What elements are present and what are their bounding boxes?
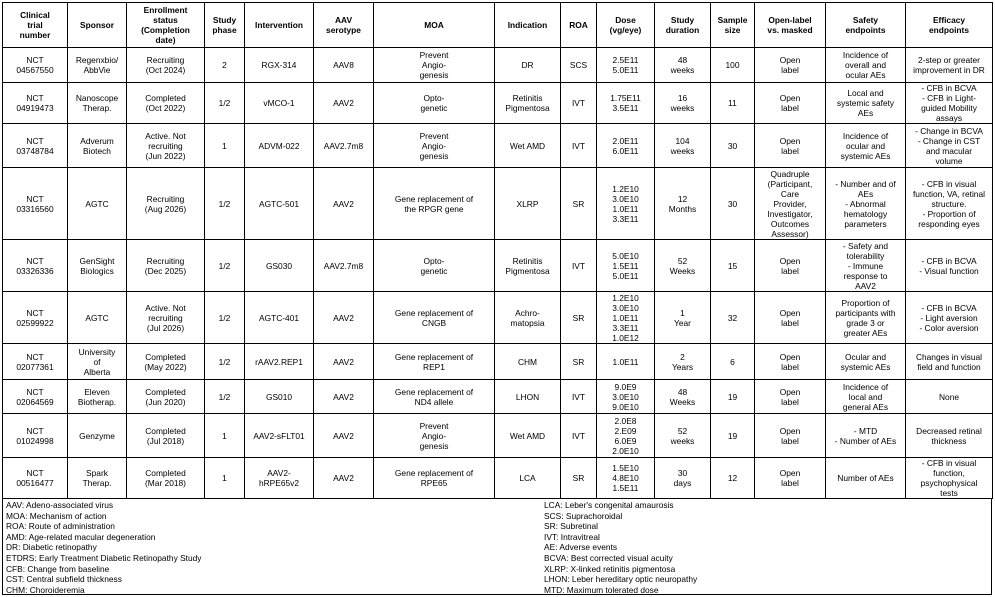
table-cell: Gene replacement of ND4 allele	[374, 380, 495, 414]
table-cell: Changes in visual field and function	[906, 344, 993, 380]
table-cell: Regenxbio/ AbbVie	[68, 48, 127, 83]
table-cell: 52 Weeks	[655, 240, 711, 292]
table-cell: 2	[205, 48, 245, 83]
table-cell: CHM	[495, 344, 561, 380]
table-cell: XLRP	[495, 168, 561, 240]
table-cell: NCT 02599922	[3, 292, 68, 344]
abbreviation-item: CST: Central subfield thickness	[6, 574, 122, 585]
table-cell: 2-step or greater improvement in DR	[906, 48, 993, 83]
table-cell: 2 Years	[655, 344, 711, 380]
column-header: Study duration	[655, 3, 711, 48]
table-cell: 15	[711, 240, 755, 292]
table-cell: Open label	[755, 124, 826, 168]
table-cell: Completed (Jul 2018)	[127, 414, 205, 458]
table-cell: Recruiting (Aug 2026)	[127, 168, 205, 240]
table-cell: AAV2.7m8	[314, 240, 374, 292]
abbreviation-item: LCA: Leber's congenital amaurosis	[544, 500, 674, 510]
table-cell: 32	[711, 292, 755, 344]
table-cell: - CFB in BCVA - Light aversion - Color aversion	[906, 292, 993, 344]
table-cell: Active. Not recruiting (Jul 2026)	[127, 292, 205, 344]
abbreviation-item: ETDRS: Early Treatment Diabetic Retinopathy Study	[6, 552, 202, 563]
table-cell: 30	[711, 124, 755, 168]
column-header: MOA	[374, 3, 495, 48]
table-cell: 1.75E11 3.5E11	[597, 83, 655, 124]
table-row	[3, 124, 993, 168]
table-cell: IVT	[561, 380, 597, 414]
column-header: Open-label vs. masked	[755, 3, 826, 48]
table-cell: SR	[561, 168, 597, 240]
table-cell: AAV2	[314, 458, 374, 499]
table-cell: Achro- matopsia	[495, 292, 561, 344]
table-cell: NCT 03326336	[3, 240, 68, 292]
table-cell: Completed (May 2022)	[127, 344, 205, 380]
table-cell: SR	[561, 458, 597, 499]
table-cell: - CFB in visual function, VA, retinal structure. - Proportion of responding eyes	[906, 168, 993, 240]
table-cell: Genzyme	[68, 414, 127, 458]
table-cell: Wet AMD	[495, 414, 561, 458]
table-cell: 52 weeks	[655, 414, 711, 458]
table-cell: Eleven Biotherap.	[68, 380, 127, 414]
table-cell: AAV2	[314, 292, 374, 344]
table-cell: SCS	[561, 48, 597, 83]
table-cell: Open label	[755, 83, 826, 124]
table-cell: AAV2	[314, 380, 374, 414]
abbreviation-item: SR: Subretinal	[544, 521, 598, 532]
table-cell: Open label	[755, 344, 826, 380]
table-cell: AAV2	[314, 168, 374, 240]
table-cell: 1/2	[205, 344, 245, 380]
table-cell: Prevent Angio- genesis	[374, 124, 495, 168]
table-cell: Nanoscope Therap.	[68, 83, 127, 124]
table-cell: NCT 01024998	[3, 414, 68, 458]
table-cell: Prevent Angio- genesis	[374, 414, 495, 458]
table-row	[3, 380, 993, 414]
table-cell: Completed (Jun 2020)	[127, 380, 205, 414]
table-cell: Number of AEs	[826, 458, 906, 499]
table-cell: - Safety and tolerability - Immune response to AAV2	[826, 240, 906, 292]
table-cell: AAV2- hRPE65v2	[245, 458, 314, 499]
abbreviation-item: BCVA: Best corrected visual acuity	[544, 552, 673, 563]
abbreviation-item: AMD: Age-related macular degeneration	[6, 531, 156, 542]
table-cell: SR	[561, 344, 597, 380]
table-cell: LHON	[495, 380, 561, 414]
table-cell: Prevent Angio- genesis	[374, 48, 495, 83]
table-cell: Open label	[755, 48, 826, 83]
table-cell: 1/2	[205, 168, 245, 240]
table-cell: AAV2	[314, 83, 374, 124]
table-cell: rAAV2.REP1	[245, 344, 314, 380]
column-header: ROA	[561, 3, 597, 48]
column-header: Dose (vg/eye)	[597, 3, 655, 48]
table-cell: Quadruple (Participant, Care Provider, Investigator, Outcomes Assessor)	[755, 168, 826, 240]
table-cell: 30	[711, 168, 755, 240]
column-header: Efficacy endpoints	[906, 3, 993, 48]
column-header: Sample size	[711, 3, 755, 48]
table-cell: Retinitis Pigmentosa	[495, 240, 561, 292]
table-cell: AGTC	[68, 292, 127, 344]
table-cell: ADVM-022	[245, 124, 314, 168]
table-cell: 11	[711, 83, 755, 124]
table-cell: Local and systemic safety AEs	[826, 83, 906, 124]
table-cell: Open label	[755, 458, 826, 499]
table-cell: - Change in BCVA - Change in CST and macular volume	[906, 124, 993, 168]
column-header: Enrollment status (Completion date)	[127, 3, 205, 48]
column-header: AAV serotype	[314, 3, 374, 48]
table-cell: 2.5E11 5.0E11	[597, 48, 655, 83]
abbreviation-item: LHON: Leber hereditary optic neuropathy	[544, 574, 698, 585]
table-cell: Gene replacement of the RPGR gene	[374, 168, 495, 240]
table-cell: GS010	[245, 380, 314, 414]
table-cell: SR	[561, 292, 597, 344]
table-row	[3, 240, 993, 292]
table-cell: - CFB in visual function, psychophysical tests	[906, 458, 993, 499]
table-cell: Gene replacement of RPE65	[374, 458, 495, 499]
table-cell: NCT 02064569	[3, 380, 68, 414]
table-cell: 1.5E10 4.8E10 1.5E11	[597, 458, 655, 499]
table-cell: 1/2	[205, 240, 245, 292]
table-cell: Retinitis Pigmentosa	[495, 83, 561, 124]
table-cell: Open label	[755, 292, 826, 344]
table-cell: AGTC-401	[245, 292, 314, 344]
table-cell: Active. Not recruiting (Jun 2022)	[127, 124, 205, 168]
table-cell: Spark Therap.	[68, 458, 127, 499]
table-cell: Incidence of ocular and systemic AEs	[826, 124, 906, 168]
table-cell: NCT 03748784	[3, 124, 68, 168]
table-cell: Ocular and systemic AEs	[826, 344, 906, 380]
table-cell: IVT	[561, 83, 597, 124]
table-row	[3, 83, 993, 124]
table-cell: NCT 00516477	[3, 458, 68, 499]
table-cell: AGTC-501	[245, 168, 314, 240]
table-cell: 30 days	[655, 458, 711, 499]
table-cell: 1.2E10 3.0E10 1.0E11 3.3E11	[597, 168, 655, 240]
column-header: Sponsor	[68, 3, 127, 48]
table-cell: 5.0E10 1.5E11 5.0E11	[597, 240, 655, 292]
table-cell: 1	[205, 414, 245, 458]
table-cell: Opto- genetic	[374, 240, 495, 292]
table-cell: - CFB in BCVA - Visual function	[906, 240, 993, 292]
table-cell: GenSight Biologics	[68, 240, 127, 292]
table-cell: - Number and of AEs - Abnormal hematology parameters	[826, 168, 906, 240]
column-header: Clinical trial number	[3, 3, 68, 48]
abbreviation-item: IVT: Intravitreal	[544, 531, 600, 542]
table-cell: 1/2	[205, 83, 245, 124]
table-cell: Completed (Mar 2018)	[127, 458, 205, 499]
table-cell: IVT	[561, 240, 597, 292]
clinical-trials-table	[2, 2, 993, 499]
table-cell: 12	[711, 458, 755, 499]
table-cell: 1 Year	[655, 292, 711, 344]
table-cell: Gene replacement of CNGB	[374, 292, 495, 344]
abbreviation-item: DR: Diabetic retinopathy	[6, 542, 97, 553]
table-cell: AAV2	[314, 344, 374, 380]
table-row	[3, 414, 993, 458]
table-cell: AAV2	[314, 414, 374, 458]
table-cell: 2.0E11 6.0E11	[597, 124, 655, 168]
table-cell: Open label	[755, 240, 826, 292]
table-cell: Recruiting (Dec 2025)	[127, 240, 205, 292]
document	[2, 2, 992, 595]
table-cell: vMCO-1	[245, 83, 314, 124]
abbreviation-item: AAV: Adeno-associated virus	[6, 500, 114, 510]
table-cell: AGTC	[68, 168, 127, 240]
table-body	[3, 48, 993, 499]
table-cell: Wet AMD	[495, 124, 561, 168]
table-cell: Gene replacement of REP1	[374, 344, 495, 380]
table-cell: 1.2E10 3.0E10 1.0E11 3.3E11 1.0E12	[597, 292, 655, 344]
table-cell: NCT 04567550	[3, 48, 68, 83]
table-row	[3, 168, 993, 240]
table-cell: AAV2-sFLT01	[245, 414, 314, 458]
table-cell: 48 Weeks	[655, 380, 711, 414]
table-cell: LCA	[495, 458, 561, 499]
table-cell: RGX-314	[245, 48, 314, 83]
table-cell: IVT	[561, 124, 597, 168]
table-cell: 19	[711, 380, 755, 414]
table-cell: Adverum Biotech	[68, 124, 127, 168]
table-cell: 1	[205, 124, 245, 168]
abbreviation-item: MTD: Maximum tolerated dose	[544, 584, 659, 595]
table-cell: - MTD - Number of AEs	[826, 414, 906, 458]
abbreviation-item: MOA: Mechanism of action	[6, 510, 107, 521]
table-cell: 12 Months	[655, 168, 711, 240]
table-cell: 1	[205, 458, 245, 499]
table-cell: Recruiting (Oct 2024)	[127, 48, 205, 83]
table-cell: DR	[495, 48, 561, 83]
abbreviation-item: SCS: Suprachoroidal	[544, 510, 623, 521]
table-cell: Completed (Oct 2022)	[127, 83, 205, 124]
abbreviation-item: ROA: Route of administration	[6, 521, 115, 532]
table-cell: 9.0E9 3.0E10 9.0E10	[597, 380, 655, 414]
table-cell: Incidence of overall and ocular AEs	[826, 48, 906, 83]
table-cell: IVT	[561, 414, 597, 458]
table-cell: 104 weeks	[655, 124, 711, 168]
table-cell: NCT 04919473	[3, 83, 68, 124]
table-cell: GS030	[245, 240, 314, 292]
table-cell: 100	[711, 48, 755, 83]
abbreviation-item: XLRP: X-linked retinitis pigmentosa	[544, 563, 676, 574]
table-cell: Open label	[755, 414, 826, 458]
table-cell: 1/2	[205, 380, 245, 414]
table-cell: AAV8	[314, 48, 374, 83]
table-cell: Open label	[755, 380, 826, 414]
table-header-row	[3, 3, 993, 48]
table-cell: 6	[711, 344, 755, 380]
abbreviations-right-column	[544, 500, 697, 595]
abbreviation-item: AE: Adverse events	[544, 542, 618, 553]
table-cell: None	[906, 380, 993, 414]
table-cell: University of Alberta	[68, 344, 127, 380]
table-cell: 19	[711, 414, 755, 458]
table-cell: Proportion of participants with grade 3 or greater AEs	[826, 292, 906, 344]
table-cell: 1.0E11	[597, 344, 655, 380]
table-cell: 1/2	[205, 292, 245, 344]
abbreviation-item: CFB: Change from baseline	[6, 563, 110, 574]
table-cell: Opto- genetic	[374, 83, 495, 124]
abbreviations-legend	[2, 499, 992, 595]
abbreviations-left-column	[6, 500, 202, 595]
column-header: Study phase	[205, 3, 245, 48]
table-cell: Decreased retinal thickness	[906, 414, 993, 458]
table-row	[3, 292, 993, 344]
column-header: Indication	[495, 3, 561, 48]
table-row	[3, 458, 993, 499]
table-cell: AAV2.7m8	[314, 124, 374, 168]
table-cell: - CFB in BCVA - CFB in Light- guided Mobility assays	[906, 83, 993, 124]
table-cell: NCT 02077361	[3, 344, 68, 380]
table-row	[3, 344, 993, 380]
abbreviation-item: CHM: Choroideremia	[6, 584, 85, 595]
table-cell: Incidence of local and general AEs	[826, 380, 906, 414]
table-cell: 16 weeks	[655, 83, 711, 124]
column-header: Intervention	[245, 3, 314, 48]
column-header: Safety endpoints	[826, 3, 906, 48]
table-cell: 2.0E8 2.E09 6.0E9 2.0E10	[597, 414, 655, 458]
table-cell: 48 weeks	[655, 48, 711, 83]
table-cell: NCT 03316560	[3, 168, 68, 240]
table-row	[3, 48, 993, 83]
